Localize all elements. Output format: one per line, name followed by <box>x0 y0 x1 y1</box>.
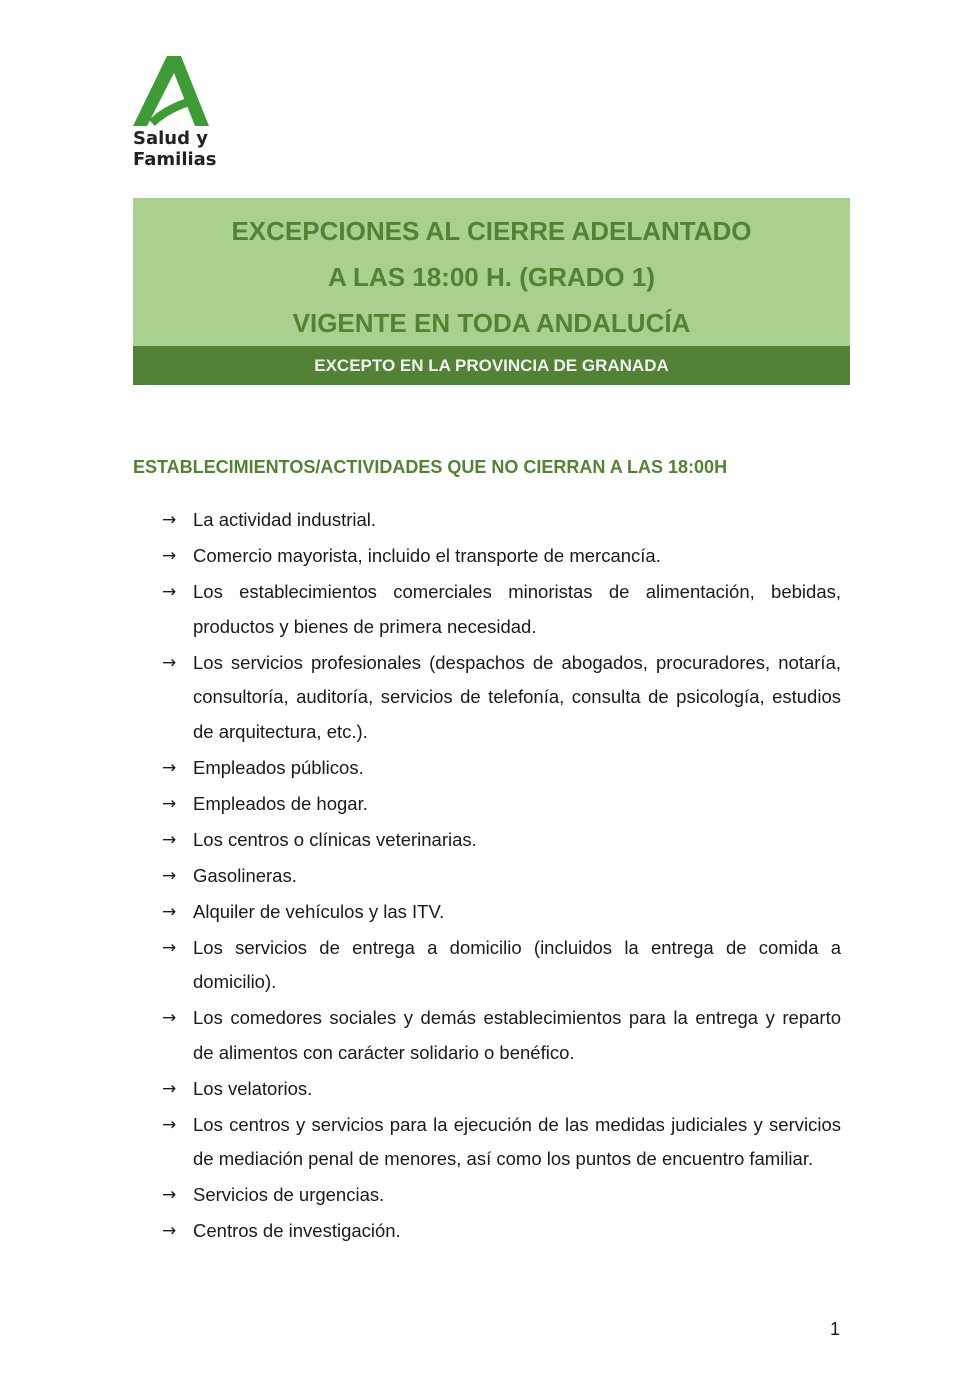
title-banner <box>133 198 850 385</box>
list-item <box>162 1108 841 1177</box>
right-arrow-icon: → <box>162 546 177 566</box>
list-item-text: Gasolineras. <box>193 864 297 886</box>
logo-line-1: Salud y <box>133 128 208 149</box>
list-item-text: Los velatorios. <box>193 1077 313 1099</box>
list-item-text: Los comedores sociales y demás establecimientos para la entrega y reparto de alimentos con carácter solidario o benéfico. <box>193 1007 841 1063</box>
right-arrow-icon: → <box>162 582 177 602</box>
list-item-text: Los centros y servicios para la ejecución de las medidas judiciales y servicios de mediación penal de menores, así como los puntos de encuentro familiar. <box>193 1113 841 1169</box>
banner-title-line-1: EXCEPCIONES AL CIERRE ADELANTADO <box>231 216 752 246</box>
right-arrow-icon: → <box>162 1221 177 1241</box>
list-item <box>162 1178 841 1213</box>
right-arrow-icon: → <box>162 865 177 886</box>
banner-subtitle: EXCEPTO EN LA PROVINCIA DE GRANADA <box>133 346 850 385</box>
list-item-text: Empleados de hogar. <box>193 792 368 814</box>
right-arrow-icon: → <box>162 1114 177 1135</box>
right-arrow-icon: → <box>162 793 177 814</box>
exceptions-list <box>162 503 841 1250</box>
list-item-text: Los servicios de entrega a domicilio (incluidos la entrega de comida a domicilio). <box>193 936 841 992</box>
list-item <box>162 646 841 750</box>
list-item-text: Los centros o clínicas veterinarias. <box>193 828 477 850</box>
list-item-text: Centros de investigación. <box>193 1220 401 1241</box>
list-item <box>162 895 841 930</box>
right-arrow-icon: → <box>162 937 177 958</box>
page-number: 1 <box>829 1319 840 1339</box>
list-item-text: Servicios de urgencias. <box>193 1184 385 1205</box>
banner-title-block <box>133 198 850 346</box>
logo-wordmark <box>133 128 217 170</box>
list-item-text: Los establecimientos comerciales minoristas de alimentación, bebidas, productos y bienes de primera necesidad. <box>193 581 841 637</box>
section-heading: ESTABLECIMIENTOS/ACTIVIDADES QUE NO CIERRAN A LAS 18:00H <box>133 457 728 477</box>
logo-line-2: Familias <box>133 149 217 170</box>
junta-andalucia-logo <box>133 56 223 174</box>
right-arrow-icon: → <box>162 510 177 530</box>
list-item <box>162 751 841 786</box>
list-item <box>162 931 841 1000</box>
list-item <box>162 1214 841 1249</box>
list-item <box>162 503 841 538</box>
right-arrow-icon: → <box>162 901 177 922</box>
banner-title-line-2: A LAS 18:00 H. (GRADO 1) <box>328 262 655 292</box>
right-arrow-icon: → <box>162 1185 177 1205</box>
right-arrow-icon: → <box>162 1078 177 1099</box>
list-item-text: Empleados públicos. <box>193 756 364 778</box>
list-item-text: Comercio mayorista, incluido el transporte de mercancía. <box>193 545 661 566</box>
right-arrow-icon: → <box>162 757 177 778</box>
right-arrow-icon: → <box>162 829 177 850</box>
right-arrow-icon: → <box>162 652 177 673</box>
list-item <box>162 1001 841 1070</box>
junta-andalucia-emblem-icon <box>133 56 209 126</box>
list-item <box>162 823 841 858</box>
list-item <box>162 575 841 644</box>
list-item <box>162 787 841 822</box>
list-item <box>162 1072 841 1107</box>
list-item-text: Alquiler de vehículos y las ITV. <box>193 900 445 922</box>
banner-title-line-3: VIGENTE EN TODA ANDALUCÍA <box>292 308 691 338</box>
right-arrow-icon: → <box>162 1008 177 1028</box>
list-item-text: La actividad industrial. <box>193 509 377 530</box>
list-item <box>162 539 841 574</box>
list-item <box>162 859 841 894</box>
list-item-text: Los servicios profesionales (despachos de abogados, procuradores, notaría, consultoría, auditoría, servicios de telefonía, consulta de psicología, estudios de arquitectura, etc.). <box>193 651 841 742</box>
